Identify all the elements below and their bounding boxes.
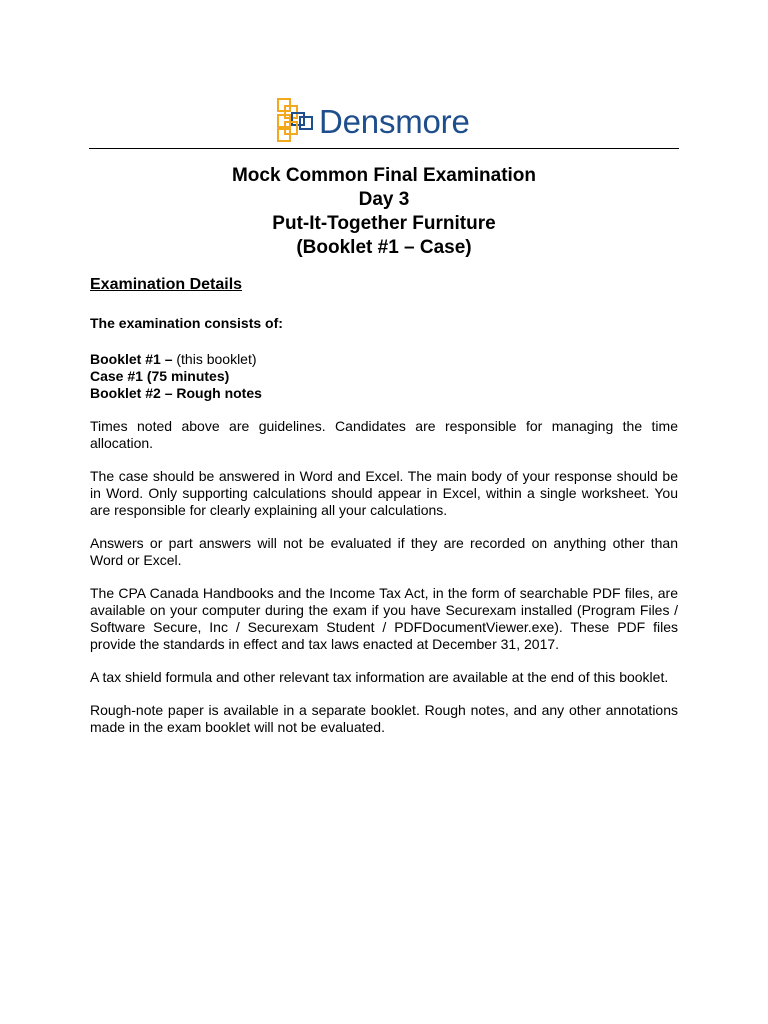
paragraph-times: Times noted above are guidelines. Candidates are responsible for managing the time allocation. <box>90 418 678 451</box>
list-item-booklet-2: Booklet #2 – Rough notes <box>90 385 262 401</box>
paragraph-tax-shield: A tax shield formula and other relevant tax information are available at the end of this booklet. <box>90 669 669 685</box>
booklet-1-label: Booklet #1 – <box>90 351 173 367</box>
booklet-1-note: (this booklet) <box>172 351 257 367</box>
case-name: Put-It-Together Furniture <box>272 213 496 234</box>
logo-wordmark: Densmore <box>319 102 470 140</box>
list-item-booklet-1 <box>90 351 678 368</box>
list-item-case-1: Case #1 (75 minutes) <box>90 368 230 384</box>
paragraph-handbooks: The CPA Canada Handbooks and the Income Tax Act, in the form of searchable PDF files, are available on your computer during the exam if you have Securexam installed (Program Files / Software Secure, Inc / Securexam Student / PDFDocumentViewer.exe). These PDF files provide the standards in effect and tax laws enacted at December 31, 2017. <box>90 585 678 652</box>
booklet-list <box>90 351 678 402</box>
section-heading: Examination Details <box>90 276 243 293</box>
paragraph-evaluation: Answers or part answers will not be evaluated if they are recorded on anything other than Word or Excel. <box>90 535 678 568</box>
densmore-logo-mark-icon <box>276 97 316 143</box>
paragraph-word-excel: The case should be answered in Word and Excel. The main body of your response should be in Word. Only supporting calculations should appear in Excel, within a single worksheet. You are responsible for clearly explaining all your calculations. <box>90 468 678 518</box>
title-block <box>89 164 679 260</box>
exam-details-section <box>90 274 678 752</box>
exam-title: Mock Common Final Examination <box>231 165 537 186</box>
intro-text: The examination consists of: <box>90 315 283 331</box>
paragraph-rough-notes: Rough-note paper is available in a separate booklet. Rough notes, and any other annotations made in the exam booklet will not be evaluated. <box>90 702 678 735</box>
exam-day: Day 3 <box>358 189 410 210</box>
densmore-logo <box>276 96 470 144</box>
header-divider <box>89 148 679 149</box>
booklet-label: (Booklet #1 – Case) <box>296 237 472 258</box>
